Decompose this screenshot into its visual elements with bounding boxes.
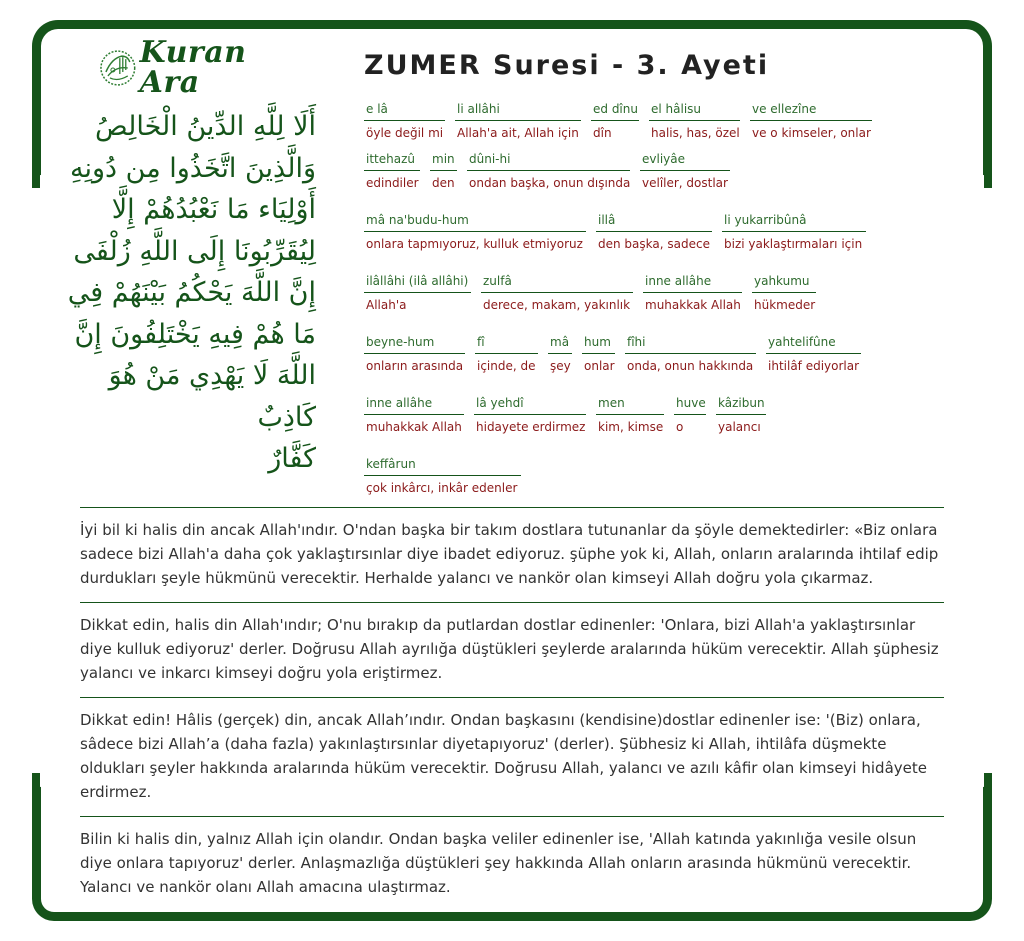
word-transliteration: mâ [548,335,572,354]
word-transliteration: li yukarribûnâ [722,213,866,232]
word-transliteration: hum [582,335,615,354]
word-meaning: den [432,176,455,190]
translations-list [80,507,944,911]
word-pair [364,396,464,435]
word-transliteration: yahkumu [752,274,816,293]
word-pair [364,274,471,313]
word-pair [750,102,872,141]
word-pair [467,152,630,191]
word-pair [364,213,586,252]
word-by-word-grid [364,102,924,496]
translation-paragraph: Dikkat edin, halis din Allah'ındır; O'nu bırakıp da putlardan dostlar edinenler: 'Onlara, bizi Allah'a yaklaştırsınlar diye kulluk ediyoruz' derler. Doğrusu Allah ayrılığa düştükleri şeylerde aralarında hüküm verecektir. Allah şüphesiz yalancı ve inkarcı kimseyi doğru yola eriştirmez. [80,602,944,697]
word-meaning: Allah'a ait, Allah için [457,126,579,140]
word-pair [722,213,866,252]
word-pair [430,152,457,191]
word-transliteration: fî [475,335,538,354]
arabic-line: مَا هُمْ فِيهِ يَخْتَلِفُونَ إِنَّ [74,318,316,350]
word-transliteration: kâzibun [716,396,766,415]
translation-paragraph: Dikkat edin! Hâlis (gerçek) din, ancak Allah’ındır. Ondan başkasını (kendisine)dostlar edinenler ise: '(Biz) onlara, sâdece bizi Allah’a (daha fazla) yakınlaştırsınlar diyetapıyoruz' (derler). Şübhesiz ki Allah, ihtilâfa düşmekte oldukları şeyler hakkında aralarında hüküm verecektir. Doğrusu Allah, yalancı ve azılı kâfir olan kimseyi hidâyete erdirmez. [80,697,944,816]
word-meaning: dîn [593,126,612,140]
word-pair [364,102,445,141]
word-transliteration: ittehazû [364,152,420,171]
word-transliteration: inne allâhe [364,396,464,415]
word-transliteration: dûni-hi [467,152,630,171]
logo-text: Kuran Ara [139,35,247,100]
word-meaning: Allah'a [366,298,407,312]
word-transliteration: men [596,396,664,415]
word-pair [625,335,756,374]
word-pair [752,274,816,313]
word-pair [640,152,730,191]
word-transliteration: min [430,152,457,171]
word-pair [548,335,572,374]
arabic-verse [44,106,316,480]
word-transliteration: inne allâhe [643,274,742,293]
word-meaning: ondan başka, onun dışında [469,176,631,190]
word-meaning: onda, onun hakkında [627,359,754,373]
word-pair [474,396,586,435]
word-meaning: öyle değil mi [366,126,444,140]
word-transliteration: ilâllâhi (ilâ allâhi) [364,274,471,293]
word-transliteration: e lâ [364,102,445,121]
word-meaning: ve o kimseler, onlar [752,126,871,140]
translation-paragraph: Bilin ki halis din, yalnız Allah için olandır. Ondan başka veliler edinenler ise, 'Allah katında yakınlığa vesile olsun diye onlara tapıyoruz' derler. Anlaşmazlığa düştükleri şey hakkında Allah onların arasında hükmünü verecektir. Yalancı ve nankör olanı Allah amacına ulaştırmaz. [80,816,944,911]
word-meaning: derece, makam, yakınlık [483,298,631,312]
word-meaning: den başka, sadece [598,237,710,251]
word-meaning: halis, has, özel [651,126,740,140]
word-meaning: çok inkârcı, inkâr edenler [366,481,518,495]
word-meaning: hükmeder [754,298,816,312]
word-meaning: o [676,420,684,434]
word-pair [596,396,664,435]
word-transliteration: zulfâ [481,274,633,293]
word-transliteration: beyne-hum [364,335,465,354]
word-meaning: velîler, dostlar [642,176,728,190]
page-title: ZUMER Suresi - 3. Ayeti [364,50,770,81]
word-pair [649,102,740,141]
word-meaning: bizi yaklaştırmaları için [724,237,863,251]
word-meaning: içinde, de [477,359,536,373]
arabic-line: أَوْلِيَاء مَا نَعْبُدُهُمْ إِلَّا [111,194,316,225]
word-transliteration: mâ na'budu-hum [364,213,586,232]
word-pair [455,102,581,141]
word-transliteration: ve ellezîne [750,102,872,121]
arabic-line: كَفَّارٌ [268,443,316,474]
word-meaning: yalancı [718,420,761,434]
word-transliteration: yahtelifûne [766,335,861,354]
arabic-line: إِنَّ اللَّهَ يَحْكُمُ بَيْنَهُمْ فِي [67,277,316,308]
word-transliteration: keffârun [364,457,521,476]
word-transliteration: illâ [596,213,712,232]
word-transliteration: fîhi [625,335,756,354]
word-transliteration: li allâhi [455,102,581,121]
word-pair [596,213,712,252]
word-meaning: ihtilâf ediyorlar [768,359,860,373]
word-pair [716,396,766,435]
quran-calligraphy-emblem-icon [98,48,138,88]
arabic-line: أَلَا لِلَّهِ الدِّينُ الْخَالِصُ [95,111,316,142]
word-meaning: muhakkak Allah [366,420,462,434]
word-meaning: hidayete erdirmez [476,420,586,434]
word-pair [591,102,639,141]
word-pair [475,335,538,374]
word-pair [582,335,615,374]
word-transliteration: huve [674,396,706,415]
site-logo[interactable] [98,35,316,100]
word-transliteration: el hâlisu [649,102,740,121]
word-meaning: muhakkak Allah [645,298,741,312]
word-pair [364,457,521,496]
word-meaning: onlar [584,359,615,373]
translation-paragraph: İyi bil ki halis din ancak Allah'ındır. O'ndan başka bir takım dostlara tutunanlar da şöyle demektedirler: «Biz onlara sadece bizi Allah'a daha çok yaklaştırsınlar diye ibadet ediyoruz. şüphe yok ki, Allah, onların aralarında ihtilaf edip durdukları şeyle hükmünü verecektir. Herhalde yalancı ve nankör olan kimseyi Allah doğru yola çıkarmaz. [80,507,944,602]
arabic-line: اللَّهَ لَا يَهْدِي مَنْ هُوَ كَاذِبٌ [108,360,316,433]
arabic-line: وَالَّذِينَ اتَّخَذُوا مِن دُونِهِ [70,152,316,184]
word-pair [766,335,861,374]
word-meaning: onlara tapmıyoruz, kulluk etmiyoruz [366,237,583,251]
word-meaning: onların arasında [366,359,464,373]
word-pair [481,274,633,313]
word-meaning: kim, kimse [598,420,664,434]
word-transliteration: ed dînu [591,102,639,121]
word-meaning: şey [550,359,571,373]
arabic-line: لِيُقَرِّبُونَا إِلَى اللَّهِ زُلْفَى [73,235,316,267]
word-pair [364,152,420,191]
word-transliteration: lâ yehdî [474,396,586,415]
word-meaning: edindiler [366,176,419,190]
word-transliteration: evliyâe [640,152,730,171]
word-pair [674,396,706,435]
word-pair [364,335,465,374]
word-pair [643,274,742,313]
